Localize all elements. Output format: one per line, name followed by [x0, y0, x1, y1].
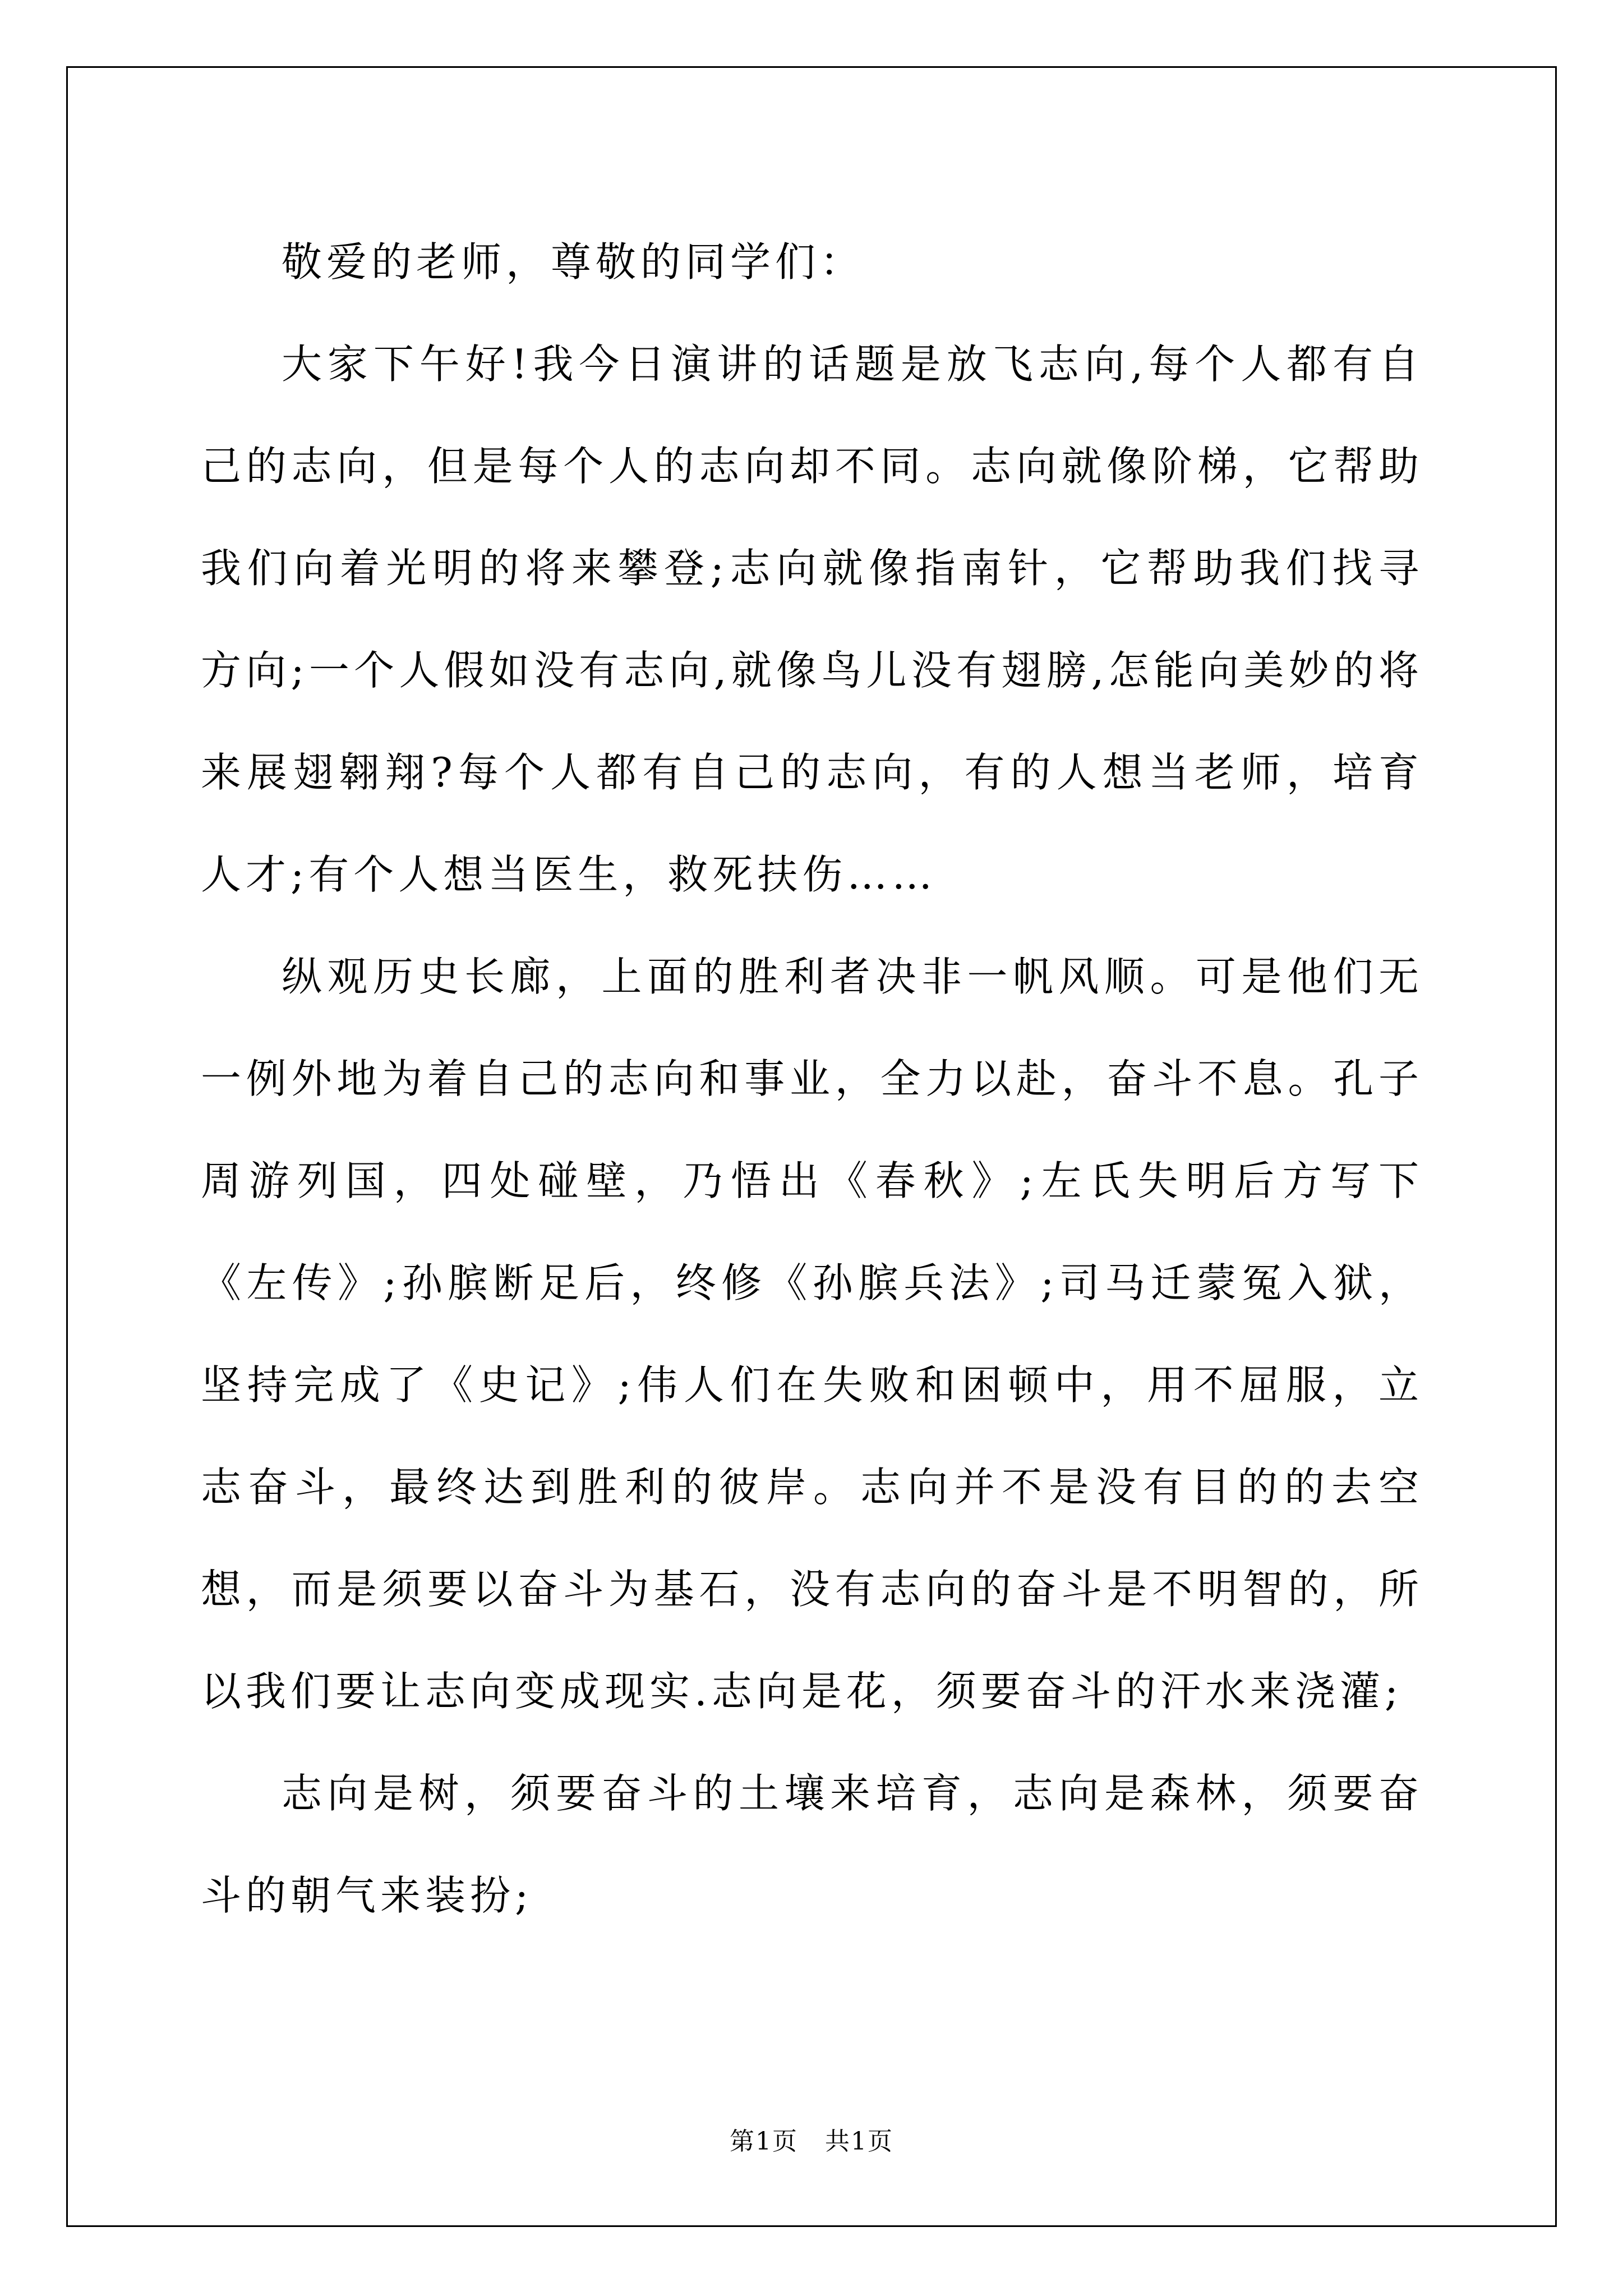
- paragraph-closing: 志向是树，须要奋斗的土壤来培育，志向是森林，须要奋斗的朝气来装扮;: [201, 1770, 1423, 1919]
- page-number-total: 共1页: [825, 2127, 893, 2156]
- page-number-current: 第1页: [730, 2127, 798, 2156]
- page-footer: [0, 2125, 1623, 2159]
- paragraph-history: 纵观历史长廊，上面的胜利者决非一帆风顺。可是他们无一例外地为着自己的志向和事业，全力以赴，奋斗不息。孔子周游列国，四处碰壁，乃悟出《春秋》;左氏失明后方写下《左传》;孙膑断足后，终修《孙膑兵法》;司马迁蒙冤入狱，坚持完成了《史记》;伟人们在失败和困顿中，用不屈服，立志奋斗，最终达到胜利的彼岸。志向并不是没有目的的去空想，而是须要以奋斗为基石，没有志向的奋斗是不明智的，所以我们要让志向变成现实.志向是花，须要奋斗的汗水来浇灌;: [201, 953, 1423, 1715]
- paragraph-greeting: 敬爱的老师，尊敬的同学们：: [282, 238, 865, 286]
- document-body: [201, 211, 1423, 1947]
- paragraph-intro: 大家下午好!我今日演讲的话题是放飞志向,每个人都有自己的志向，但是每个人的志向却不同。志向就像阶梯，它帮助我们向着光明的将来攀登;志向就像指南针，它帮助我们找寻方向;一个人假如没有志向,就像鸟儿没有翅膀,怎能向美妙的将来展翅翱翔?每个人都有自己的志向，有的人想当老师，培育人才;有个人想当医生，救死扶伤……: [201, 341, 1423, 898]
